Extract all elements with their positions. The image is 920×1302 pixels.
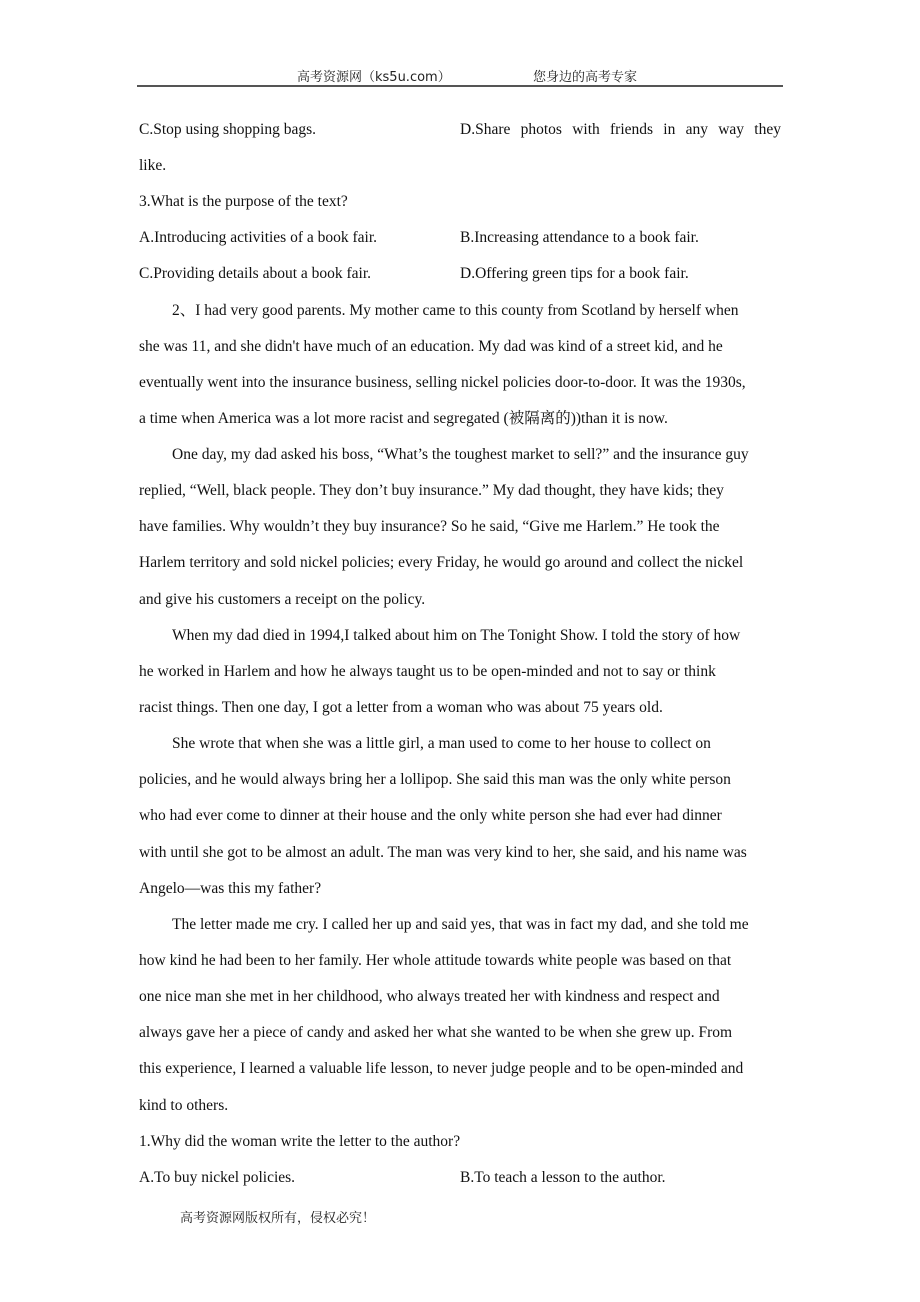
page-header bbox=[137, 64, 783, 86]
passage-line: one nice man she met in her childhood, who always treated her with kindness and respect and bbox=[139, 988, 720, 1005]
question-1-option-a: A.To buy nickel policies. bbox=[139, 1169, 296, 1186]
passage-line: eventually went into the insurance business, selling nickel policies door-to-door. It was the 1930s, bbox=[139, 374, 746, 391]
prev-option-d-cont: like. bbox=[139, 157, 167, 174]
prev-option-c: C.Stop using shopping bags. bbox=[139, 121, 316, 138]
question-3-option-d: D.Offering green tips for a book fair. bbox=[460, 265, 689, 282]
passage-line: One day, my dad asked his boss, “What’s the toughest market to sell?” and the insurance guy bbox=[172, 446, 749, 463]
passage-line: how kind he had been to her family. Her whole attitude towards white people was based on that bbox=[139, 952, 732, 969]
passage-line: replied, “Well, black people. They don’t buy insurance.” My dad thought, they have kids; they bbox=[139, 482, 724, 499]
passage-line: Angelo—was this my father? bbox=[139, 880, 322, 897]
passage-line: a time when America was a lot more racist and segregated (被隔离的))than it is now. bbox=[139, 410, 668, 427]
passage-line: She wrote that when she was a little girl, a man used to come to her house to collect on bbox=[172, 735, 711, 752]
passage-line: racist things. Then one day, I got a letter from a woman who was about 75 years old. bbox=[139, 699, 663, 716]
page-footer: 高考资源网版权所有，侵权必究！ bbox=[180, 1211, 376, 1226]
question-3-option-c: C.Providing details about a book fair. bbox=[139, 265, 372, 282]
passage-line: she was 11, and she didn't have much of an education. My dad was kind of a street kid, and he bbox=[139, 338, 723, 355]
passage-line: he worked in Harlem and how he always taught us to be open-minded and not to say or think bbox=[139, 663, 716, 680]
header-slogan: 您身边的高考专家 bbox=[533, 70, 638, 85]
passage-line: and give his customers a receipt on the policy. bbox=[139, 591, 426, 608]
header-site-name: 高考资源网（ks5u.com） bbox=[297, 70, 451, 85]
question-3-option-b: B.Increasing attendance to a book fair. bbox=[460, 229, 699, 246]
passage-line: When my dad died in 1994,I talked about him on The Tonight Show. I told the story of how bbox=[172, 627, 741, 644]
passage-line: 2、I had very good parents. My mother came to this county from Scotland by herself when bbox=[172, 302, 739, 319]
passage-line: Harlem territory and sold nickel policies; every Friday, he would go around and collect the nickel bbox=[139, 554, 744, 571]
question-1-option-b: B.To teach a lesson to the author. bbox=[460, 1169, 666, 1186]
header-divider bbox=[137, 85, 783, 87]
passage-line: kind to others. bbox=[139, 1097, 229, 1114]
passage-line: The letter made me cry. I called her up and said yes, that was in fact my dad, and she told me bbox=[172, 916, 749, 933]
passage-line: this experience, I learned a valuable life lesson, to never judge people and to be open-minded and bbox=[139, 1060, 744, 1077]
question-3-option-a: A.Introducing activities of a book fair. bbox=[139, 229, 378, 246]
passage-line: who had ever come to dinner at their house and the only white person she had ever had dinner bbox=[139, 807, 722, 824]
prev-option-d: D.Share photos with friends in any way they bbox=[460, 121, 781, 138]
passage-line: have families. Why wouldn’t they buy insurance? So he said, “Give me Harlem.” He took the bbox=[139, 518, 720, 535]
question-1-stem: 1.Why did the woman write the letter to the author? bbox=[139, 1133, 461, 1150]
passage-line: with until she got to be almost an adult. The man was very kind to her, she said, and his name was bbox=[139, 844, 747, 861]
passage-line: policies, and he would always bring her a lollipop. She said this man was the only white person bbox=[139, 771, 731, 788]
passage-line: always gave her a piece of candy and asked her what she wanted to be when she grew up. From bbox=[139, 1024, 733, 1041]
question-3-stem: 3.What is the purpose of the text? bbox=[139, 193, 348, 210]
